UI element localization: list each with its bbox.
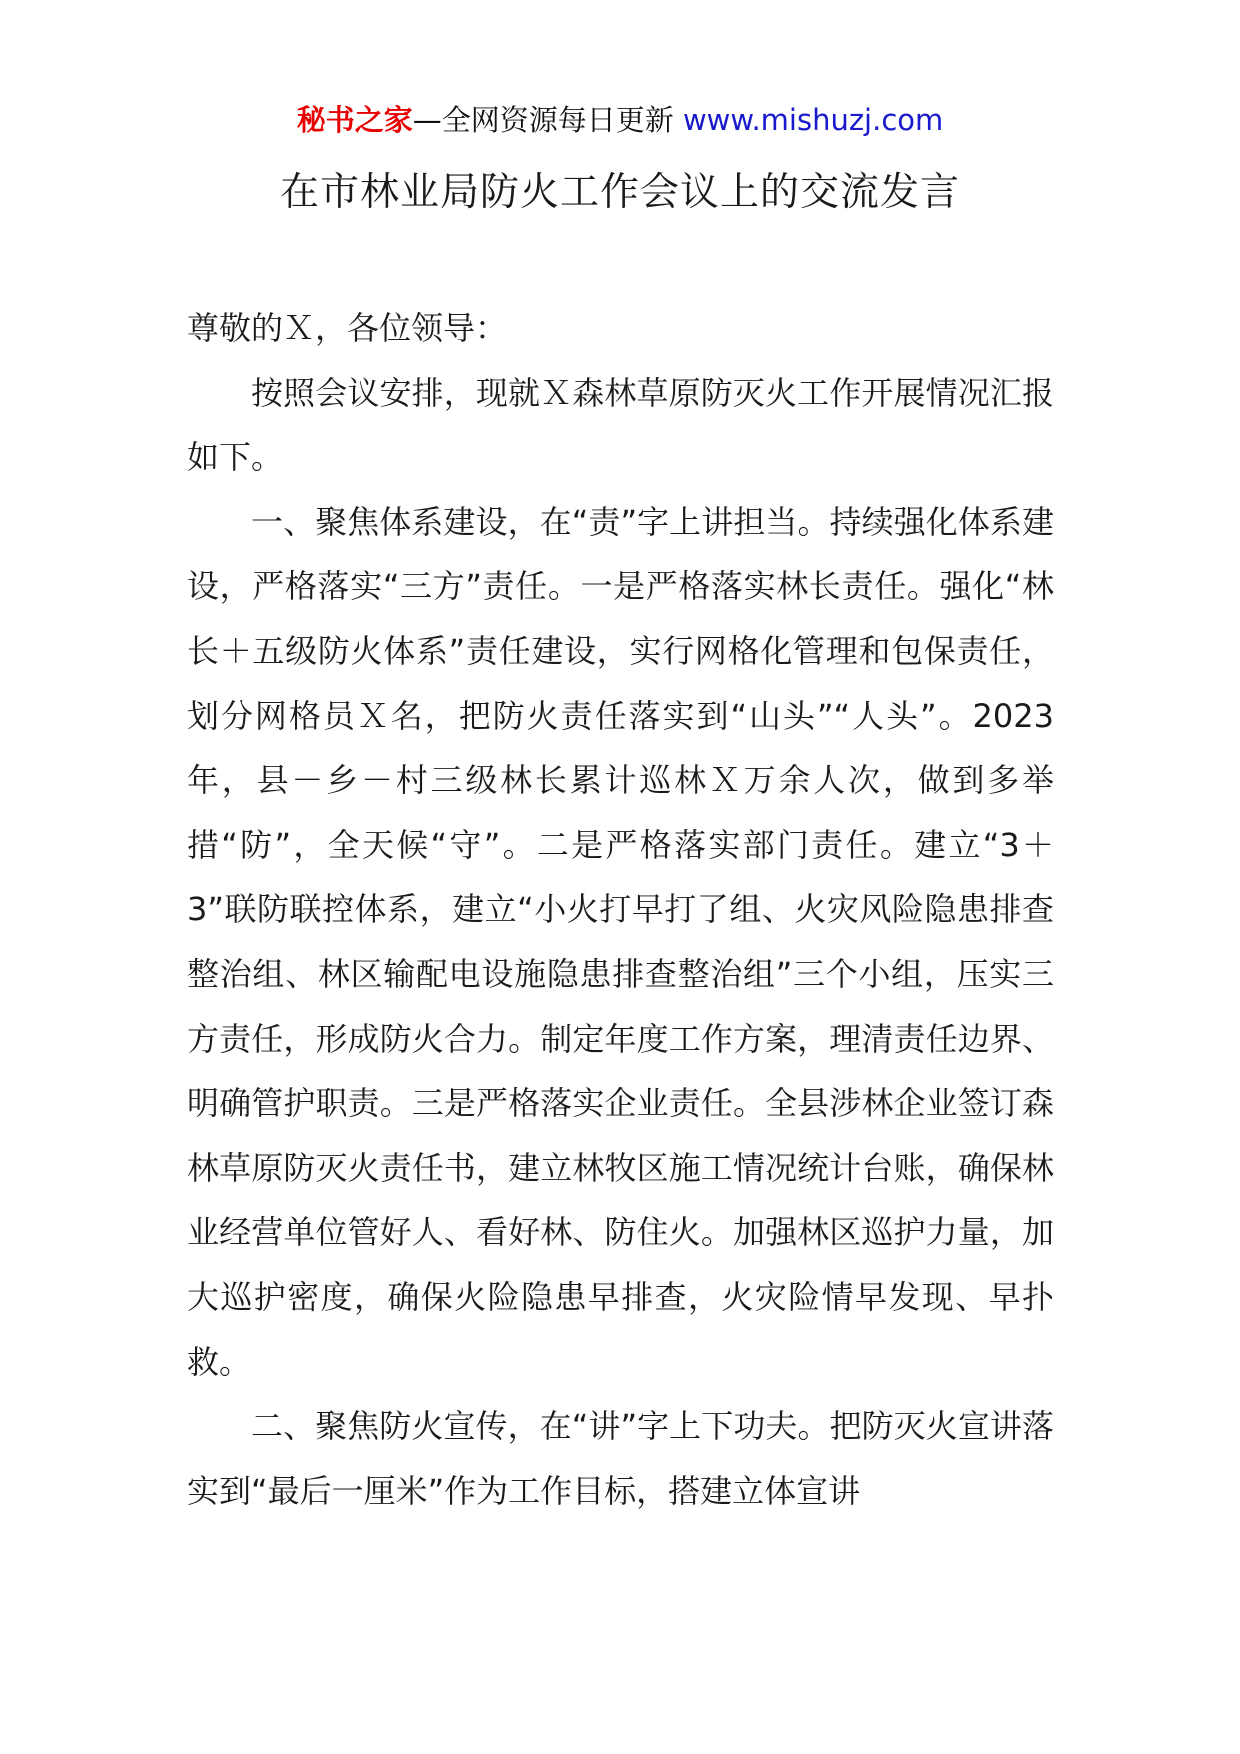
page-title: 在市林业局防火工作会议上的交流发言 [279,170,960,215]
intro-paragraph: 按照会议安排，现就Ｘ森林草原防灭火工作开展情况汇报如下。 [187,373,1054,477]
section-1-paragraph [187,490,1054,1394]
document-body [187,296,1054,1523]
section-2-heading: 二、聚焦防火宣传，在“讲”字上下功夫。 [251,1407,830,1446]
site-header [0,100,1240,140]
brand-name: 秘书之家 [296,103,413,137]
section-2-paragraph [187,1394,1054,1523]
section-1-heading: 一、聚焦体系建设，在“责”字上讲担当。 [251,502,830,541]
section-2-text: 把防灭火宣讲落实到“最后一厘米”作为工作目标，搭建立体宣讲 [187,1407,1054,1510]
header-tagline: —全网资源每日更新 [412,103,674,137]
salutation: 尊敬的Ｘ，各位领导： [187,309,508,347]
section-1-text: 持续强化体系建设，严格落实“三方”责任。一是严格落实林长责任。强化“林长＋五级防火体系”责任建设，实行网格化管理和包保责任，划分网格员Ｘ名，把防火责任落实到“山头”“人头”。2023年，县－乡－村三级林长累计巡林Ｘ万余人次，做到多举措“防”，全天候“守”。二是严格落实部门责任。建立“3＋3”联防联控体系，建立“小火打早打了组、火灾风险隐患排查整治组、林区输配电设施隐患排查整治组”三个小组，压实三方责任，形成防火合力。制定年度工作方案，理清责任边界、明确管护职责。三是严格落实企业责任。全县涉林企业签订森林草原防灭火责任书，建立林牧区施工情况统计台账，确保林业经营单位管好人、看好林、防住火。加强林区巡护力量，加大巡护密度，确保火险隐患早排查，火灾险情早发现、早扑救。 [187,502,1054,1381]
site-url-link[interactable]: www.mishuzj.com [682,103,944,137]
